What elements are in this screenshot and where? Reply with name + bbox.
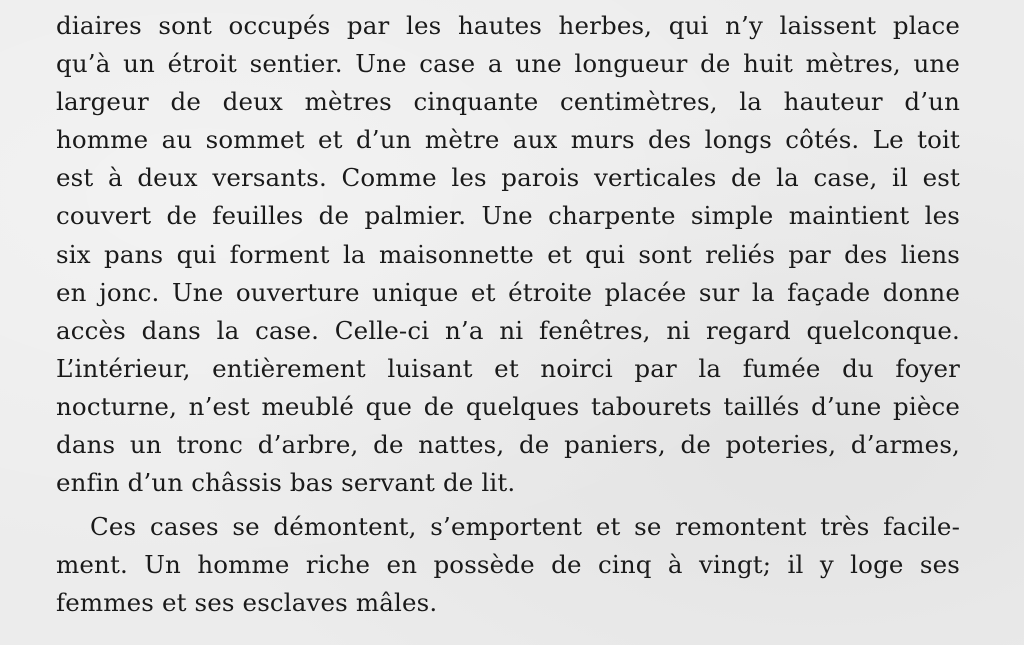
text-line: accès dans la case. Celle-ci n’a ni fenêtres, ni regard quelconque. <box>56 315 960 345</box>
text-line: L’intérieur, entièrement luisant et noirci par la fumée du foyer <box>56 353 960 383</box>
text-line: Ces cases se démontent, s’emportent et se remontent très facile- <box>90 512 960 542</box>
text-line: enfin d’un châssis bas servant de lit. <box>56 468 516 498</box>
text-line: couvert de feuilles de palmier. Une charpente simple maintient les <box>56 201 960 231</box>
text-line: qu’à un étroit sentier. Une case a une longueur de huit mètres, une <box>56 49 960 79</box>
text-line: homme au sommet et d’un mètre aux murs des longs côtés. Le toit <box>56 125 960 155</box>
text-line: diaires sont occupés par les hautes herbes, qui n’y laissent place <box>56 11 960 40</box>
text-line: six pans qui forment la maisonnette et qui sont reliés par des liens <box>56 239 960 269</box>
text-line: dans un tronc d’arbre, de nattes, de paniers, de poteries, d’armes, <box>56 430 960 460</box>
text-line: ment. Un homme riche en possède de cinq à vingt; il y loge ses <box>56 550 960 580</box>
text-line: nocturne, n’est meublé que de quelques tabourets taillés d’une pièce <box>56 391 960 421</box>
paragraph-2 <box>56 508 960 622</box>
text-line: largeur de deux mètres cinquante centimètres, la hauteur d’un <box>56 87 960 117</box>
body-text <box>56 0 960 623</box>
text-line: femmes et ses esclaves mâles. <box>56 588 438 618</box>
text-line: est à deux versants. Comme les parois verticales de la case, il est <box>56 163 960 193</box>
text-line: en jonc. Une ouverture unique et étroite placée sur la façade donne <box>56 277 960 307</box>
paragraph-1 <box>56 7 960 502</box>
